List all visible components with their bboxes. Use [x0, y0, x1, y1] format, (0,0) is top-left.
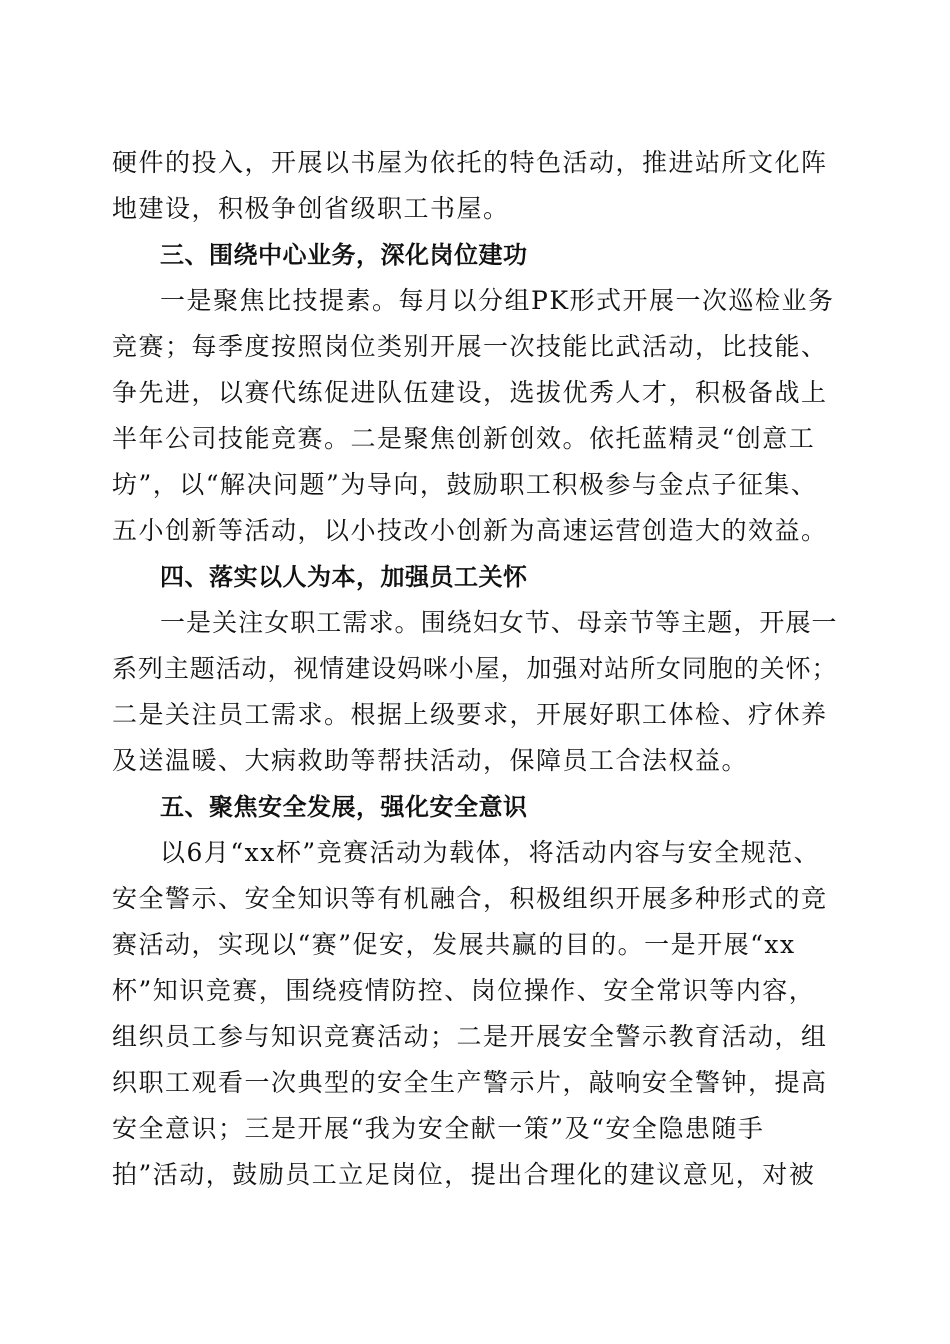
paragraph-line: 以6月“xx杯”竞赛活动为载体，将活动内容与安全规范、 [160, 838, 821, 867]
section-heading-3: 三、围绕中心业务，深化岗位建功 [160, 241, 528, 269]
paragraph-line: 地建设，积极争创省级职工书屋。 [112, 194, 510, 223]
paragraph-line: 赛活动，实现以“赛”促安，发展共赢的目的。一是开展“xx [112, 930, 796, 959]
paragraph-line: 五小创新等活动，以小技改小创新为高速运营创造大的效益。 [112, 516, 828, 545]
paragraph-line: 安全意识；三是开展“我为安全献一策”及“安全隐患随手 [112, 1114, 765, 1143]
paragraph-line: 杯”知识竞赛，围绕疫情防控、岗位操作、安全常识等内容， [112, 976, 816, 1005]
paragraph-line: 及送温暖、大病救助等帮扶活动，保障员工合法权益。 [112, 746, 749, 775]
paragraph-line: 坊”，以“解决问题”为导向，鼓励职工积极参与金点子征集、 [112, 470, 818, 499]
paragraph-line: 半年公司技能竞赛。二是聚焦创新创效。依托蓝精灵“创意工 [112, 424, 816, 453]
paragraph-line: 一是关注女职工需求。围绕妇女节、母亲节等主题，开展一 [160, 608, 838, 637]
paragraph-line: 织职工观看一次典型的安全生产警示片，敲响安全警钟，提高 [112, 1068, 828, 1097]
paragraph-line: 组织员工参与知识竞赛活动；二是开展安全警示教育活动，组 [112, 1022, 828, 1051]
paragraph-line: 竞赛；每季度按照岗位类别开展一次技能比武活动，比技能、 [112, 332, 828, 361]
section-heading-4: 四、落实以人为本，加强员工关怀 [160, 563, 528, 591]
paragraph-line: 拍”活动，鼓励员工立足岗位，提出合理化的建议意见，对被 [112, 1160, 816, 1189]
paragraph-line: 硬件的投入，开展以书屋为依托的特色活动，推进站所文化阵 [112, 148, 828, 177]
paragraph-line: 系列主题活动，视情建设妈咪小屋，加强对站所女同胞的关怀； [112, 654, 838, 683]
paragraph-line: 二是关注员工需求。根据上级要求，开展好职工体检、疗休养 [112, 700, 828, 729]
paragraph-line: 争先进，以赛代练促进队伍建设，选拔优秀人才，积极备战上 [112, 378, 828, 407]
section-heading-5: 五、聚焦安全发展，强化安全意识 [160, 793, 528, 821]
paragraph-line: 安全警示、安全知识等有机融合，积极组织开展多种形式的竞 [112, 884, 828, 913]
paragraph-line: 一是聚焦比技提素。每月以分组PK形式开展一次巡检业务 [160, 286, 835, 315]
